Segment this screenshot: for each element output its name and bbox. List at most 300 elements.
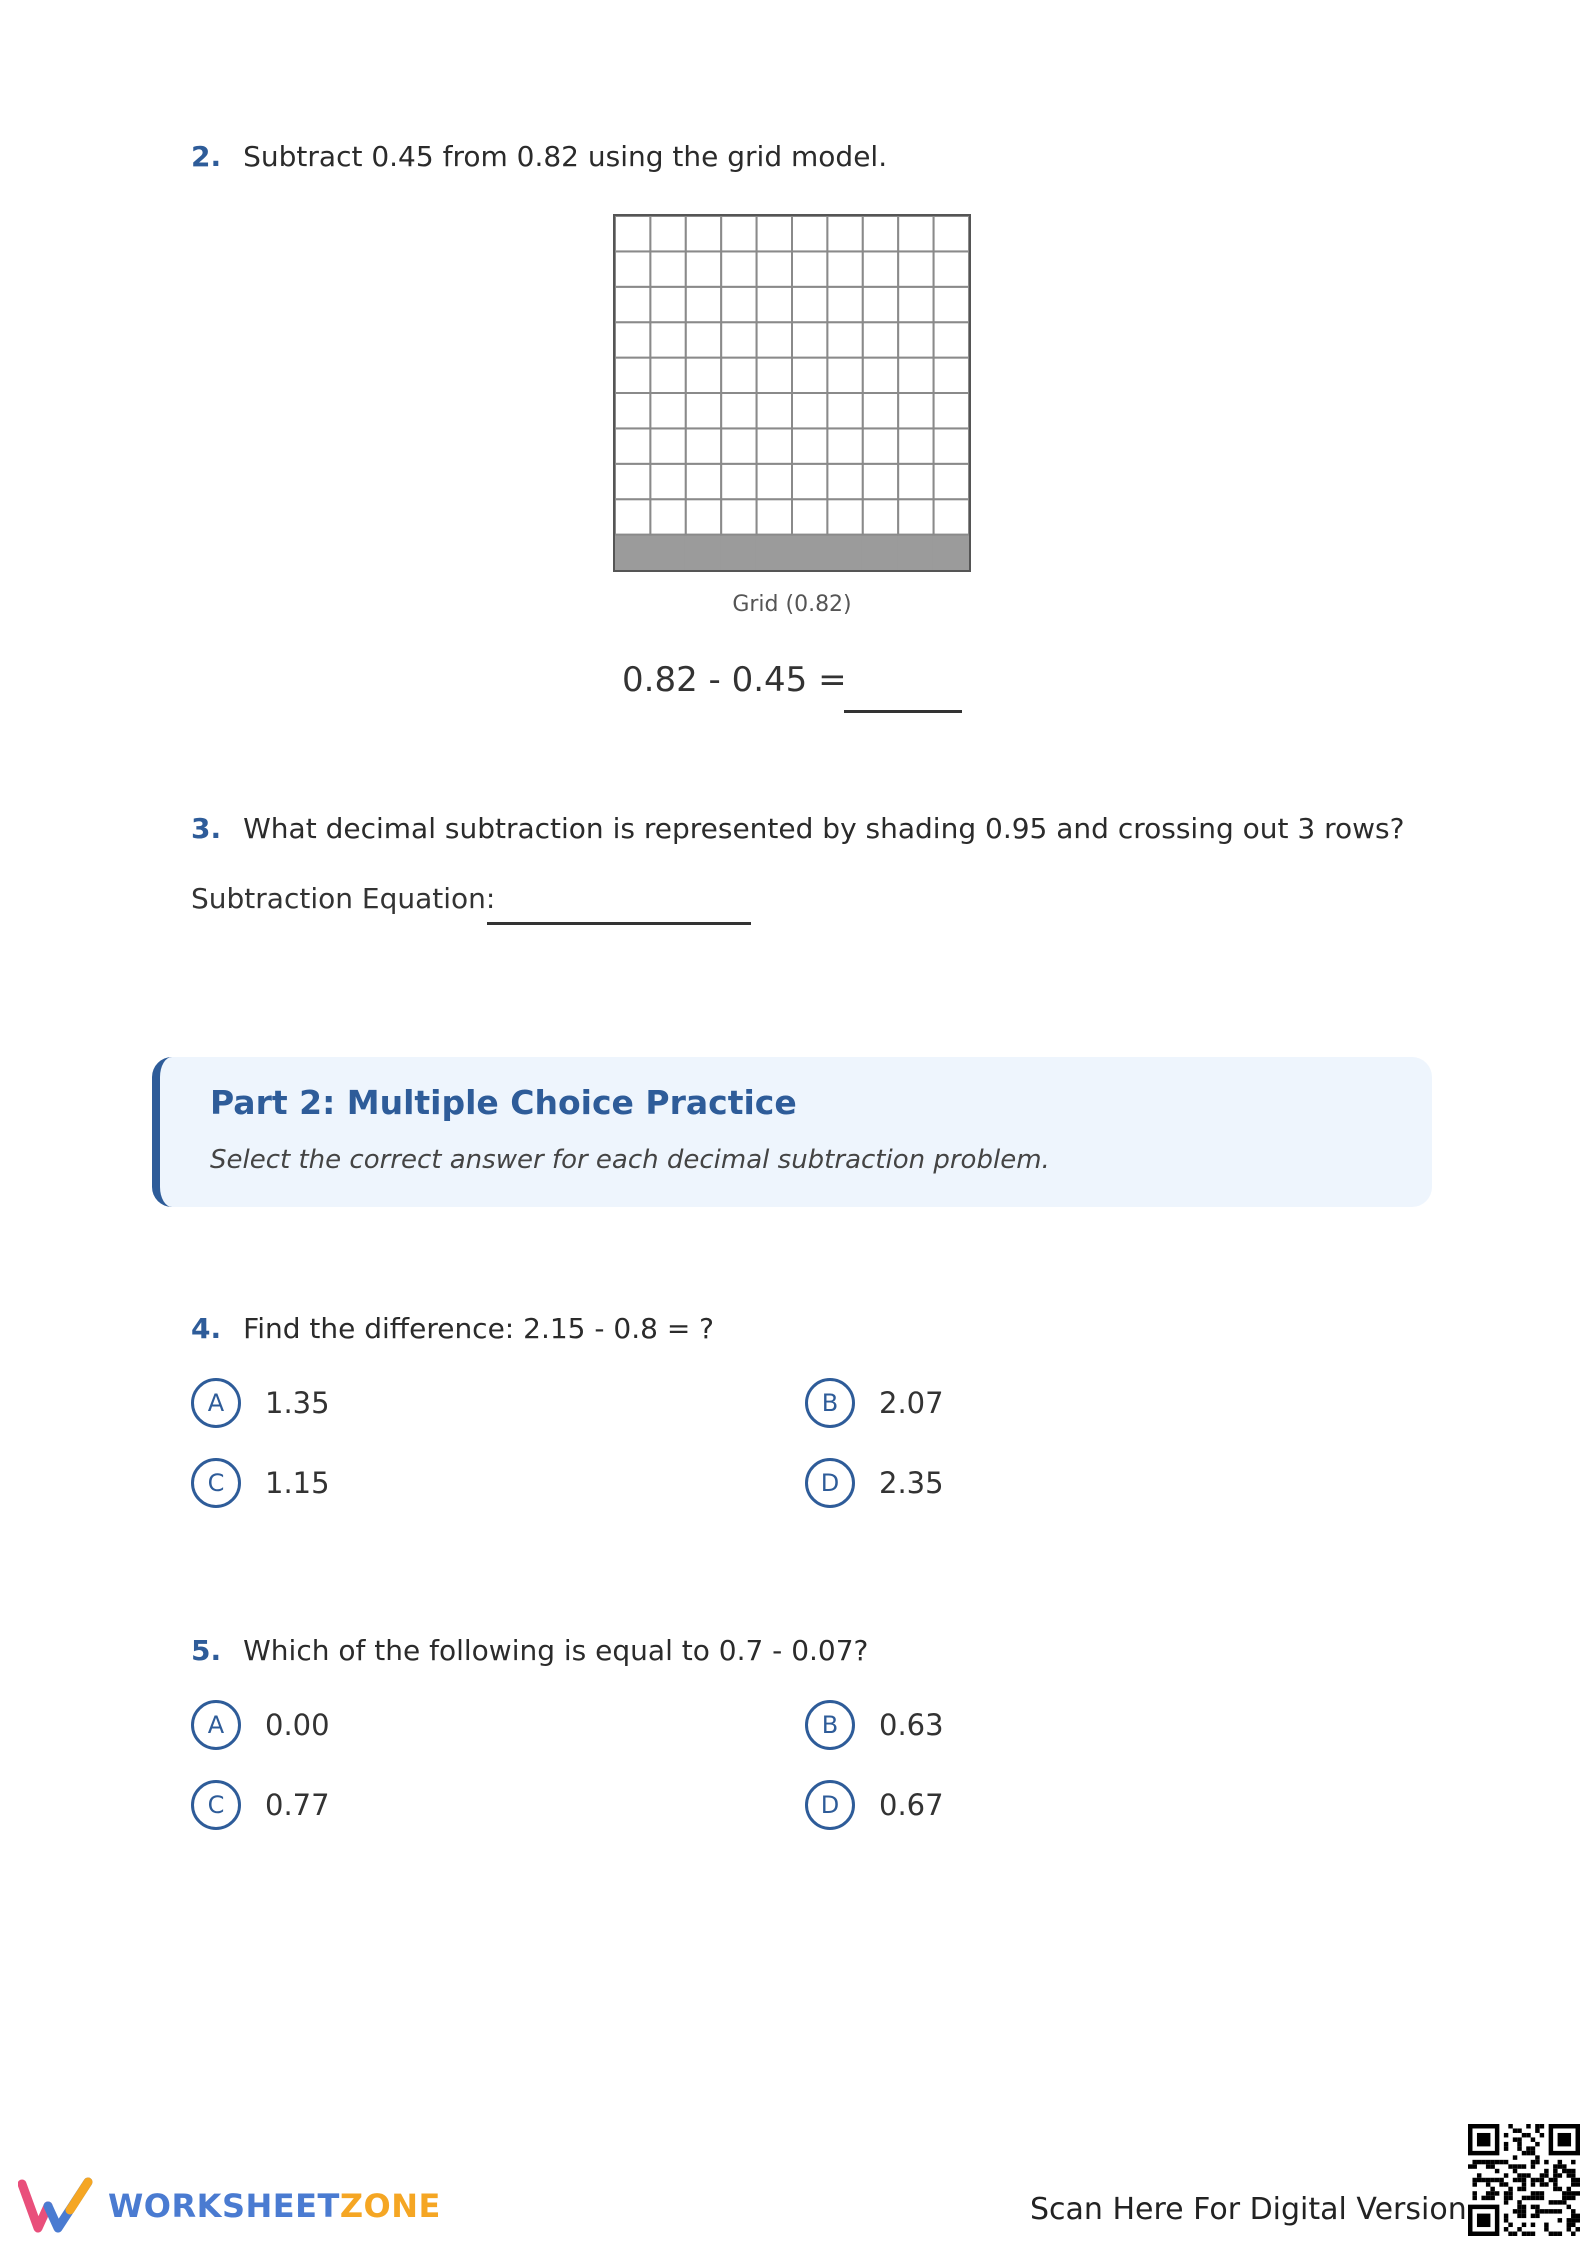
q5-option-d[interactable]	[805, 1780, 944, 1830]
qr-module	[1558, 2218, 1562, 2222]
qr-module	[1531, 2205, 1535, 2209]
qr-module	[1504, 2227, 1508, 2231]
option-text: 0.67	[879, 1788, 944, 1822]
qr-module	[1553, 2200, 1557, 2204]
equation-q2: 0.82 - 0.45 =	[622, 660, 847, 700]
qr-module	[1567, 2227, 1571, 2231]
grid-cell	[650, 216, 685, 251]
qr-module	[1513, 2128, 1517, 2132]
qr-module	[1535, 2205, 1539, 2209]
qr-module	[1531, 2178, 1535, 2182]
question-text: Subtract 0.45 from 0.82 using the grid model.	[243, 140, 888, 173]
grid-cell	[863, 499, 898, 534]
grid-cell	[792, 393, 827, 428]
qr-module	[1490, 2164, 1494, 2168]
qr-module	[1517, 2142, 1521, 2146]
grid-cell	[792, 499, 827, 534]
grid-cell	[934, 358, 969, 393]
grid-cell	[686, 393, 721, 428]
question-number: 4.	[191, 1312, 222, 1345]
grid-cell	[827, 287, 862, 322]
qr-module	[1549, 2200, 1553, 2204]
grid-cell	[686, 251, 721, 286]
part-2-header	[152, 1057, 1432, 1207]
qr-module	[1486, 2160, 1490, 2164]
hundred-grid	[613, 214, 971, 572]
qr-module	[1544, 2173, 1548, 2177]
qr-finder	[1477, 2133, 1490, 2146]
grid-cell	[898, 464, 933, 499]
qr-module	[1508, 2124, 1512, 2128]
grid-cell	[615, 216, 650, 251]
logo-text-part2: ZONE	[339, 2187, 441, 2225]
qr-module	[1576, 2182, 1580, 2186]
qr-module	[1481, 2178, 1485, 2182]
qr-module	[1504, 2200, 1508, 2204]
qr-module	[1567, 2218, 1571, 2222]
qr-module	[1522, 2173, 1526, 2177]
qr-module	[1522, 2209, 1526, 2213]
grid-cell-shaded	[757, 535, 792, 570]
grid-cell	[863, 464, 898, 499]
grid-cell-shaded	[721, 535, 756, 570]
qr-module	[1558, 2187, 1562, 2191]
qr-module	[1562, 2164, 1566, 2168]
qr-module	[1508, 2196, 1512, 2200]
grid-cell	[650, 499, 685, 534]
worksheetzone-logo[interactable]	[18, 2176, 441, 2236]
qr-module	[1522, 2133, 1526, 2137]
grid-cell	[721, 428, 756, 463]
grid-cell	[615, 499, 650, 534]
qr-module	[1522, 2182, 1526, 2186]
qr-module	[1544, 2227, 1548, 2231]
qr-module	[1477, 2160, 1481, 2164]
grid-cell	[863, 358, 898, 393]
qr-module	[1490, 2196, 1494, 2200]
qr-module	[1571, 2169, 1575, 2173]
qr-module	[1549, 2178, 1553, 2182]
qr-module	[1535, 2196, 1539, 2200]
qr-module	[1535, 2142, 1539, 2146]
qr-module	[1549, 2209, 1553, 2213]
grid-cell	[757, 322, 792, 357]
qr-module	[1531, 2160, 1535, 2164]
grid-cell	[686, 499, 721, 534]
qr-module	[1571, 2223, 1575, 2227]
qr-module	[1526, 2232, 1530, 2236]
qr-module	[1504, 2182, 1508, 2186]
grid-cell	[898, 287, 933, 322]
grid-cell	[650, 428, 685, 463]
qr-module	[1513, 2155, 1517, 2159]
qr-module	[1540, 2173, 1544, 2177]
qr-module	[1504, 2146, 1508, 2150]
grid-cell-shaded	[650, 535, 685, 570]
grid-cell	[863, 216, 898, 251]
qr-code-icon[interactable]	[1468, 2124, 1580, 2236]
qr-module	[1576, 2214, 1580, 2218]
qr-module	[1540, 2124, 1544, 2128]
option-letter-circle: A	[191, 1378, 241, 1428]
grid-cell-shaded	[615, 535, 650, 570]
grid-cell	[721, 322, 756, 357]
qr-module	[1504, 2173, 1508, 2177]
logo-text-part1: WORKSHEET	[108, 2187, 340, 2225]
qr-module	[1540, 2178, 1544, 2182]
grid-cell	[686, 287, 721, 322]
qr-module	[1540, 2133, 1544, 2137]
grid-cell	[721, 499, 756, 534]
qr-module	[1504, 2133, 1508, 2137]
qr-module	[1535, 2124, 1539, 2128]
qr-module	[1567, 2169, 1571, 2173]
qr-module	[1490, 2191, 1494, 2195]
qr-module	[1490, 2187, 1494, 2191]
qr-module	[1472, 2191, 1476, 2195]
qr-module	[1531, 2182, 1535, 2186]
grid-cell	[721, 216, 756, 251]
qr-module	[1472, 2164, 1476, 2168]
qr-finder	[1477, 2214, 1490, 2227]
grid-cell	[792, 216, 827, 251]
qr-module	[1540, 2196, 1544, 2200]
qr-module	[1517, 2227, 1521, 2231]
option-letter-circle: B	[805, 1700, 855, 1750]
grid-cell	[686, 216, 721, 251]
grid-cell	[934, 428, 969, 463]
grid-cell	[827, 358, 862, 393]
qr-module	[1517, 2164, 1521, 2168]
qr-module	[1504, 2191, 1508, 2195]
grid-cell	[686, 464, 721, 499]
q4-option-c[interactable]	[191, 1458, 330, 1508]
qr-module	[1517, 2137, 1521, 2141]
grid-cell	[827, 428, 862, 463]
qr-module	[1544, 2169, 1548, 2173]
qr-module	[1553, 2164, 1557, 2168]
qr-module	[1540, 2182, 1544, 2186]
grid-cell-shaded	[792, 535, 827, 570]
qr-module	[1477, 2173, 1481, 2177]
grid-cell	[757, 358, 792, 393]
grid-cell	[934, 287, 969, 322]
qr-module	[1499, 2160, 1503, 2164]
grid-cell	[686, 358, 721, 393]
grid-cell	[863, 428, 898, 463]
qr-module	[1504, 2218, 1508, 2222]
qr-module	[1531, 2137, 1535, 2141]
q4-option-d[interactable]	[805, 1458, 944, 1508]
qr-module	[1567, 2187, 1571, 2191]
qr-module	[1558, 2173, 1562, 2177]
grid-cell	[934, 251, 969, 286]
grid-cell	[934, 322, 969, 357]
qr-module	[1571, 2214, 1575, 2218]
q4-option-b[interactable]	[805, 1378, 944, 1428]
subtraction-equation-label: Subtraction Equation:	[191, 882, 496, 915]
qr-module	[1481, 2196, 1485, 2200]
qr-module	[1472, 2196, 1476, 2200]
qr-module	[1553, 2169, 1557, 2173]
qr-module	[1504, 2142, 1508, 2146]
grid-cell	[827, 499, 862, 534]
option-text: 0.63	[879, 1708, 944, 1742]
option-text: 2.07	[879, 1386, 944, 1420]
qr-module	[1553, 2182, 1557, 2186]
grid-cell	[757, 216, 792, 251]
grid-cell	[792, 358, 827, 393]
qr-module	[1535, 2160, 1539, 2164]
grid-cell	[934, 216, 969, 251]
qr-module	[1562, 2196, 1566, 2200]
qr-module	[1495, 2160, 1499, 2164]
grid-cell	[827, 216, 862, 251]
grid-cell	[757, 251, 792, 286]
qr-module	[1513, 2164, 1517, 2168]
qr-module	[1486, 2178, 1490, 2182]
qr-module	[1567, 2205, 1571, 2209]
qr-module	[1576, 2178, 1580, 2182]
grid-cell	[898, 322, 933, 357]
logo-w-icon	[18, 2176, 94, 2236]
grid-cell	[863, 322, 898, 357]
grid-cell	[686, 428, 721, 463]
q4-option-a[interactable]	[191, 1378, 330, 1428]
answer-blank-q3[interactable]	[487, 922, 751, 925]
qr-module	[1513, 2178, 1517, 2182]
q5-option-c[interactable]	[191, 1780, 330, 1830]
qr-module	[1504, 2214, 1508, 2218]
qr-module	[1562, 2169, 1566, 2173]
qr-module	[1558, 2232, 1562, 2236]
qr-module	[1490, 2160, 1494, 2164]
qr-module	[1535, 2155, 1539, 2159]
question-number: 2.	[191, 140, 222, 173]
qr-finder	[1558, 2133, 1571, 2146]
qr-module	[1544, 2209, 1548, 2213]
question-text: What decimal subtraction is represented by shading 0.95 and crossing out 3 rows?	[243, 812, 1405, 845]
grid-cell	[827, 251, 862, 286]
qr-module	[1517, 2209, 1521, 2213]
qr-module	[1567, 2196, 1571, 2200]
qr-module	[1508, 2191, 1512, 2195]
qr-module	[1522, 2214, 1526, 2218]
qr-module	[1508, 2187, 1512, 2191]
qr-module	[1571, 2232, 1575, 2236]
qr-module	[1490, 2178, 1494, 2182]
qr-module	[1522, 2164, 1526, 2168]
qr-module	[1562, 2191, 1566, 2195]
grid-cell	[721, 393, 756, 428]
grid-cell	[863, 393, 898, 428]
qr-module	[1553, 2187, 1557, 2191]
grid-cell	[898, 216, 933, 251]
grid-cell	[650, 464, 685, 499]
grid-cell-shaded	[863, 535, 898, 570]
qr-module	[1535, 2191, 1539, 2195]
grid-cell-shaded	[827, 535, 862, 570]
qr-module	[1504, 2160, 1508, 2164]
qr-module	[1544, 2182, 1548, 2186]
option-text: 0.77	[265, 1788, 330, 1822]
qr-module	[1535, 2128, 1539, 2132]
q5-option-a[interactable]	[191, 1700, 330, 1750]
question-5-title	[191, 1634, 868, 1667]
grid-cell	[615, 393, 650, 428]
grid-cell	[934, 393, 969, 428]
qr-module	[1531, 2232, 1535, 2236]
qr-module	[1531, 2196, 1535, 2200]
qr-module	[1531, 2223, 1535, 2227]
qr-module	[1571, 2182, 1575, 2186]
qr-module	[1508, 2223, 1512, 2227]
qr-module	[1540, 2191, 1544, 2195]
grid-cell	[721, 358, 756, 393]
option-letter-circle: C	[191, 1780, 241, 1830]
grid-cell-shaded	[898, 535, 933, 570]
qr-module	[1508, 2232, 1512, 2236]
part-subtitle: Select the correct answer for each decimal subtraction problem.	[210, 1145, 1050, 1175]
grid-cell	[757, 499, 792, 534]
scan-text: Scan Here For Digital Version	[1030, 2192, 1467, 2227]
qr-module	[1571, 2196, 1575, 2200]
qr-module	[1544, 2160, 1548, 2164]
qr-module	[1553, 2232, 1557, 2236]
qr-module	[1495, 2191, 1499, 2195]
qr-module	[1571, 2191, 1575, 2195]
option-text: 0.00	[265, 1708, 330, 1742]
grid-cell	[863, 287, 898, 322]
qr-module	[1576, 2191, 1580, 2195]
grid-cell	[757, 428, 792, 463]
qr-module	[1495, 2169, 1499, 2173]
option-text: 2.35	[879, 1466, 944, 1500]
qr-module	[1522, 2232, 1526, 2236]
grid-cell	[898, 428, 933, 463]
qr-module	[1553, 2209, 1557, 2213]
qr-module	[1522, 2178, 1526, 2182]
option-letter-circle: B	[805, 1378, 855, 1428]
qr-module	[1571, 2178, 1575, 2182]
grid-cell	[615, 287, 650, 322]
question-4-title	[191, 1312, 714, 1345]
qr-module	[1549, 2232, 1553, 2236]
qr-module	[1558, 2164, 1562, 2168]
qr-module	[1486, 2196, 1490, 2200]
qr-module	[1562, 2200, 1566, 2204]
option-letter-circle: D	[805, 1458, 855, 1508]
qr-module	[1517, 2146, 1521, 2150]
option-text: 1.15	[265, 1466, 330, 1500]
qr-module	[1499, 2182, 1503, 2186]
qr-module	[1526, 2133, 1530, 2137]
qr-module	[1504, 2196, 1508, 2200]
grid-cell	[650, 287, 685, 322]
grid-cell	[650, 322, 685, 357]
qr-module	[1531, 2191, 1535, 2195]
grid-cell	[827, 393, 862, 428]
grid-cell	[898, 499, 933, 534]
grid-cell	[898, 358, 933, 393]
option-text: 1.35	[265, 1386, 330, 1420]
qr-module	[1526, 2196, 1530, 2200]
qr-module	[1531, 2146, 1535, 2150]
qr-module	[1567, 2173, 1571, 2177]
q5-option-b[interactable]	[805, 1700, 944, 1750]
qr-module	[1472, 2182, 1476, 2186]
grid-cell	[934, 499, 969, 534]
qr-module	[1531, 2214, 1535, 2218]
qr-module	[1477, 2178, 1481, 2182]
question-2-title	[191, 140, 887, 173]
grid-cell	[721, 287, 756, 322]
qr-module	[1499, 2178, 1503, 2182]
qr-module	[1531, 2151, 1535, 2155]
qr-module	[1513, 2209, 1517, 2213]
qr-module	[1517, 2200, 1521, 2204]
qr-module	[1522, 2151, 1526, 2155]
grid-cell	[792, 251, 827, 286]
qr-module	[1553, 2178, 1557, 2182]
qr-module	[1540, 2209, 1544, 2213]
grid-cell	[721, 464, 756, 499]
qr-module	[1517, 2128, 1521, 2132]
grid-cell	[615, 428, 650, 463]
qr-module	[1576, 2218, 1580, 2222]
question-number: 5.	[191, 1634, 222, 1667]
grid-cell	[934, 464, 969, 499]
grid-cell	[827, 322, 862, 357]
qr-module	[1553, 2173, 1557, 2177]
logo-text	[108, 2187, 441, 2225]
qr-module	[1486, 2164, 1490, 2168]
grid-cell	[863, 251, 898, 286]
qr-module	[1472, 2178, 1476, 2182]
qr-module	[1517, 2187, 1521, 2191]
grid-cell	[650, 358, 685, 393]
question-number: 3.	[191, 812, 222, 845]
qr-module	[1558, 2200, 1562, 2204]
qr-module	[1513, 2137, 1517, 2141]
qr-module	[1468, 2164, 1472, 2168]
grid-cell	[615, 322, 650, 357]
qr-module	[1481, 2160, 1485, 2164]
qr-module	[1526, 2146, 1530, 2150]
qr-module	[1544, 2223, 1548, 2227]
answer-blank-q2[interactable]	[844, 710, 962, 713]
grid-cell	[792, 428, 827, 463]
qr-module	[1535, 2214, 1539, 2218]
question-text: Find the difference: 2.15 - 0.8 = ?	[243, 1312, 715, 1345]
qr-module	[1495, 2178, 1499, 2182]
qr-module	[1513, 2169, 1517, 2173]
option-letter-circle: A	[191, 1700, 241, 1750]
grid-cell	[898, 251, 933, 286]
qr-module	[1531, 2164, 1535, 2168]
option-letter-circle: C	[191, 1458, 241, 1508]
grid-svg	[615, 216, 969, 570]
qr-module	[1517, 2178, 1521, 2182]
qr-module	[1517, 2205, 1521, 2209]
grid-cell	[792, 287, 827, 322]
grid-cell	[827, 464, 862, 499]
qr-module	[1522, 2196, 1526, 2200]
qr-module	[1571, 2209, 1575, 2213]
grid-cell	[650, 393, 685, 428]
part-title: Part 2: Multiple Choice Practice	[210, 1083, 797, 1122]
qr-module	[1535, 2209, 1539, 2213]
